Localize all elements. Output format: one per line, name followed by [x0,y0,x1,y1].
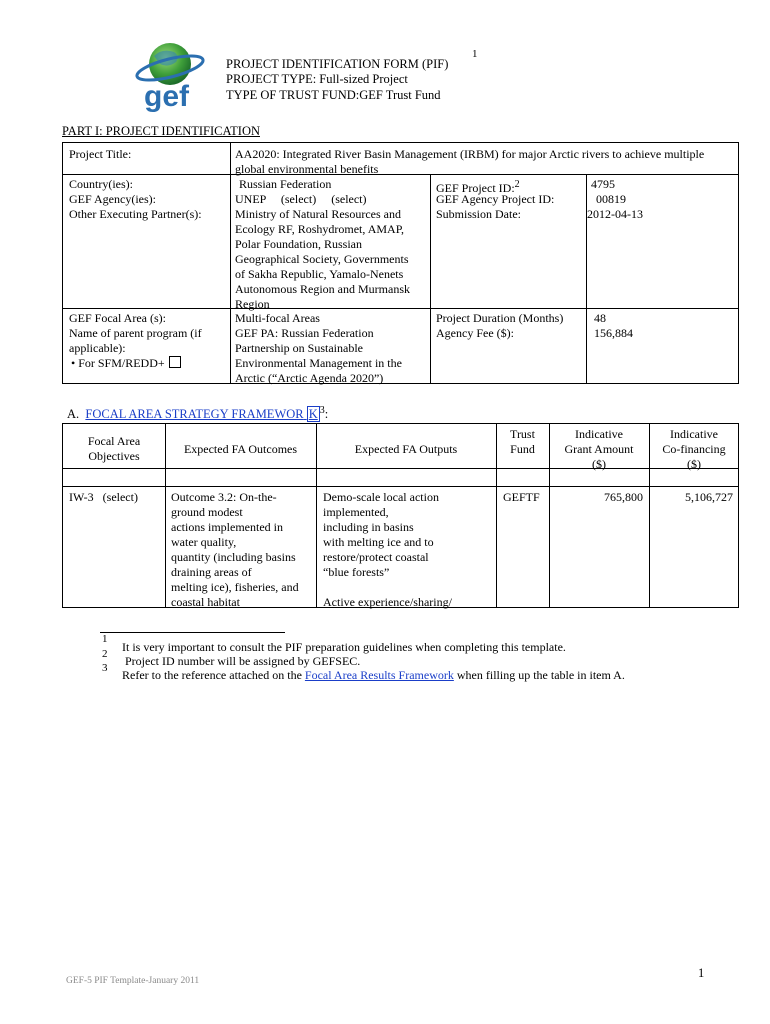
outcome-line: melting ice), fisheries, and [171,580,299,594]
header-line-2: PROJECT TYPE: Full-sized Project [226,72,408,86]
partners-label: Other Executing Partner(s): [69,207,202,221]
partners-line: Autonomous Region and Murmansk [235,282,410,296]
col-divider [230,143,231,383]
header-outcomes: Expected FA Outcomes [183,442,298,456]
partners-value [235,207,433,312]
partners-line: Region [235,297,270,311]
focal-area-results-framework-link[interactable]: Focal Area Results Framework [304,668,454,682]
submission-date-value: 2012-04-13 [587,207,643,221]
partners-line: Ministry of Natural Resources and [235,207,401,221]
sfm-redd-checkbox[interactable] [169,356,181,368]
project-id-value: 4795 [591,177,615,191]
header-objectives [63,434,165,464]
agency-project-id-value: 00819 [596,192,626,206]
output-line: Active experience/sharing/ [323,595,452,609]
row-divider [63,486,738,487]
header-line: Focal Area [87,434,141,448]
output-line: with melting ice and to [323,535,434,549]
agency-label: GEF Agency(ies): [69,192,156,206]
page-number: 1 [698,966,705,980]
section-a-title [67,405,328,422]
output-line: implemented, [323,505,389,519]
agency-fee-value: 156,884 [594,326,633,340]
page-footer: GEF-5 PIF Template-January 2011 [66,976,200,986]
outcome-line: draining areas of [171,565,252,579]
row-outcome [171,490,316,610]
project-title-value [235,147,735,177]
parent-program-line: Arctic (“Arctic Agenda 2020”) [235,371,384,385]
header-trust-fund [496,427,549,457]
partners-line: of Sakha Republic, Yamalo-Nenets [235,267,404,281]
footnote-num-1: 1 [102,633,108,645]
agency-fee-label: Agency Fee ($): [436,326,514,340]
duration-value: 48 [594,311,606,325]
outcome-line: Outcome 3.2: On-the- [171,490,277,504]
output-line: restore/protect coastal [323,550,429,564]
project-id-label-text: GEF Project ID: [436,181,515,195]
footnote-text-1: It is very important to consult the PIF preparation guidelines when completing this template. [122,640,566,654]
header-line: ($) [687,457,701,471]
project-title-line: AA2020: Integrated River Basin Management (IRBM) for major Arctic rivers to achieve multiple [235,147,705,161]
header-outputs: Expected FA Outputs [354,442,458,456]
outcome-line: ground modest [171,505,243,519]
footnote-rule [100,632,285,633]
header-line: Indicative [670,427,718,441]
outcome-line: actions implemented in [171,520,283,534]
parent-program-label [69,326,202,371]
sfm-redd-row [69,356,202,371]
header-grant [549,427,649,472]
gef-logo [132,38,210,112]
output-line: “blue forests” [323,565,390,579]
submission-date-label: Submission Date: [436,207,522,221]
logo-text: gef [144,80,189,112]
section-a-suffix: : [324,407,329,422]
row-divider [230,174,738,175]
footnote-text-3 [122,668,625,683]
parent-program-label-line: applicable): [69,341,126,355]
header-line: ($) [592,457,606,471]
section-a-prefix: A. [67,407,80,422]
parent-program-value [235,326,433,386]
row-divider [63,308,738,309]
focal-area-table [62,423,739,608]
output-line: including in basins [323,520,414,534]
row-divider [63,174,230,175]
country-label: Country(ies): [69,177,133,191]
focal-area-value: Multi-focal Areas [235,311,320,325]
header-cofinancing [649,427,739,472]
header-line: Objectives [88,449,140,463]
country-value: Russian Federation [239,177,332,191]
footnote-text-2: Project ID number will be assigned by GEFSEC. [122,654,361,668]
partners-line: Geographical Society, Governments [235,252,409,266]
link-tail: K [308,407,318,422]
link-text: FOCAL AREA STRATEGY FRAMEWOR [85,407,304,422]
header-line: Trust [510,427,535,441]
row-objective[interactable]: IW-3 (select) [69,490,138,504]
parent-program-line: GEF PA: Russian Federation [235,326,374,340]
footnote-num-2: 2 [102,648,108,660]
parent-program-line: Environmental Management in the [235,356,402,370]
row-output [323,490,495,610]
footnote-3-after: when filling up the table in item A. [453,668,625,682]
sfm-redd-label: • For SFM/REDD+ [71,356,165,370]
header-line-3: TYPE OF TRUST FUND:GEF Trust Fund [226,88,441,102]
focal-area-strategy-link[interactable] [85,406,319,422]
section-a-sup: 3 [319,405,325,416]
outcome-line: coastal habitat [171,595,240,609]
agency-value[interactable]: UNEP (select) (select) [235,192,367,206]
footnote-3-before: Refer to the reference attached on the [122,668,305,682]
header-line-1: PROJECT IDENTIFICATION FORM (PIF) [226,57,449,71]
header-footnote-ref: 1 [472,48,478,60]
output-line: Demo-scale local action [323,490,439,504]
duration-label: Project Duration (Months) [436,311,564,325]
header-line: Fund [510,442,535,456]
footnote-num-3: 3 [102,662,108,674]
project-title-label: Project Title: [69,147,132,161]
header-line: Grant Amount [564,442,634,456]
parent-program-label-line: Name of parent program (if [69,326,202,340]
outcome-line: water quality, [171,535,237,549]
focal-area-label: GEF Focal Area (s): [69,311,166,325]
header-line: Co-financing [662,442,726,456]
header-line: Indicative [575,427,623,441]
agency-project-id-label: GEF Agency Project ID: [436,192,555,206]
project-title-line: global environmental benefits [235,162,379,176]
project-id-sup: 2 [514,179,520,190]
row-grant: 765,800 [604,490,643,504]
outcome-line: quantity (including basins [171,550,296,564]
row-trust-fund: GEFTF [503,490,540,504]
partners-line: Ecology RF, Roshydromet, AMAP, [235,222,405,236]
partners-line: Polar Foundation, Russian [235,237,363,251]
part1-title: PART I: PROJECT IDENTIFICATION [62,124,260,138]
col-divider [586,174,587,383]
row-cofinancing: 5,106,727 [685,490,733,504]
identification-table [62,142,739,384]
parent-program-line: Partnership on Sustainable [235,341,363,355]
